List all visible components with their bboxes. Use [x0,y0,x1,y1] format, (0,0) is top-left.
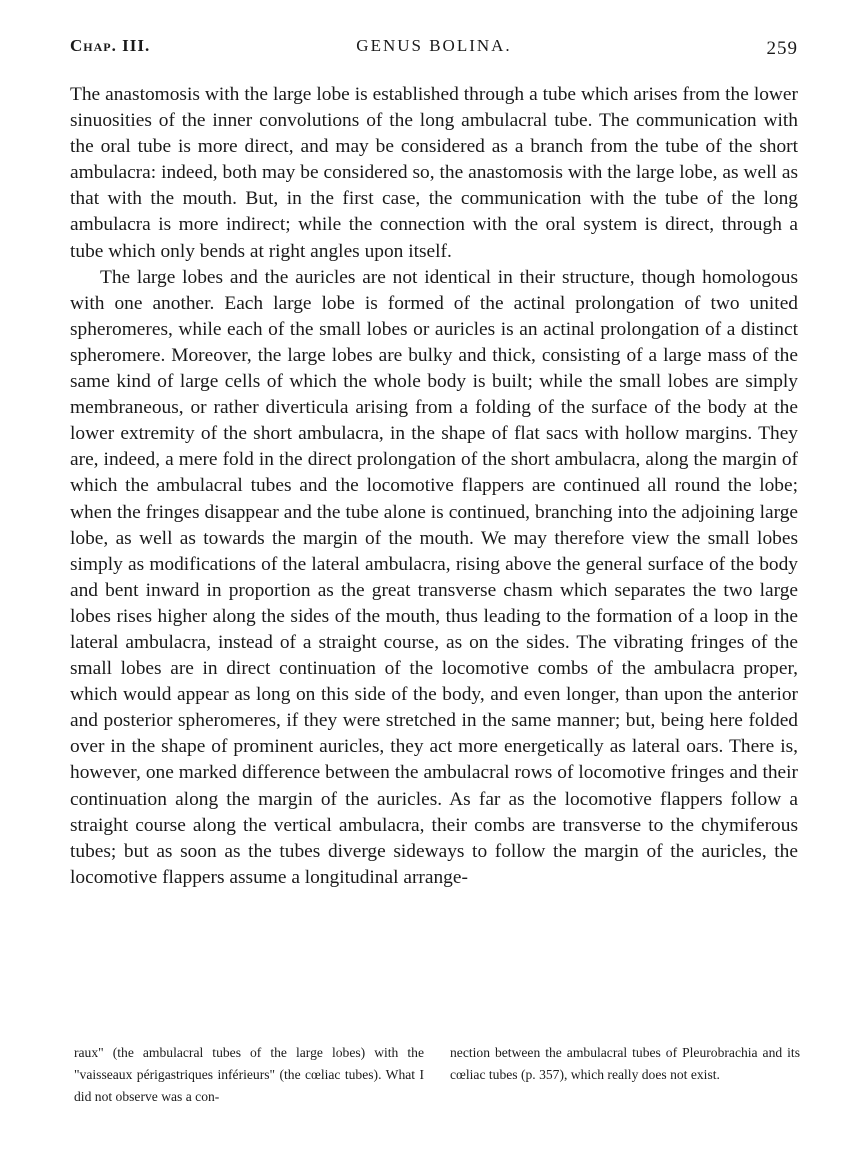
footnote-column-left: raux" (the ambulacral tubes of the large lobes) with the "vaisseaux périgastriques inférieurs" (the cœliac tubes). What I did not observe was a con- [74,1045,424,1104]
page-number: 259 [766,38,798,59]
footnote-column-right: nection between the ambulacral tubes of Pleurobrachia and its cœliac tubes (p. 357), which really does not exist. [450,1045,800,1082]
main-text [70,82,798,891]
paragraph: The large lobes and the auricles are not identical in their structure, though homologous with one another. Each large lobe is formed of the actinal prolongation of two united spheromeres, while each of the small lobes or auricles is an actinal prolongation of a distinct spheromere. Moreover, the large lobes are bulky and thick, consisting of a large mass of the same kind of large cells of which the whole body is built; while the small lobes are simply membraneous, or rather diverticula arising from a folding of the surface of the body at the lower extremity of the short ambulacra, in the shape of flat sacs with hollow margins. They are, indeed, a mere fold in the direct prolongation of the short ambulacra, along the margin of which the ambulacral tubes and the locomotive flappers are continued all round the lobe; when the fringes disappear and the tube alone is continued, branching into the adjoining large lobe, as well as towards the margin of the mouth. We may therefore view the small lobes simply as modifications of the lateral ambulacra, rising above the general surface of the body and bent inward in proportion as the great transverse chasm which separates the two large lobes rises higher along the sides of the mouth, thus leading to the formation of a loop in the lateral ambulacra, instead of a straight course, as on the sides. The vibrating fringes of the small lobes are in direct continuation of the locomotive combs of the ambulacra proper, which would appear as long on this side of the body, and even longer, than upon the anterior and posterior spheromeres, if they were stretched in the same manner; but, being here folded over in the shape of prominent auricles, they act more energetically as lateral oars. There is, however, one marked difference between the ambulacral rows of locomotive fringes and their continuation along the margin of the auricles. As far as the locomotive flappers follow a straight course along the vertical ambulacra, their combs are transverse to the chymiferous tubes; but as soon as the tubes diverge sideways to follow the margin of the auricles, the locomotive flappers assume a longitudinal arrange- [70,266,798,888]
chapter-label: Chap. III. [70,36,151,55]
paragraph: The anastomosis with the large lobe is established through a tube which arises from the lower sinuosities of the inner convolutions of the long ambulacral tube. The communication with the oral tube is more direct, and may be considered as a branch from the tube of the short ambulacra: indeed, both may be considered so, the anastomosis with the large lobe, as well as that with the mouth. But, in the first case, the communication with the tube of the long ambulacra is more indirect; while the connection with the oral system is direct, through a tube which only bends at right angles upon itself. [70,84,798,262]
running-head [70,36,798,64]
running-title: GENUS BOLINA. [356,36,512,55]
